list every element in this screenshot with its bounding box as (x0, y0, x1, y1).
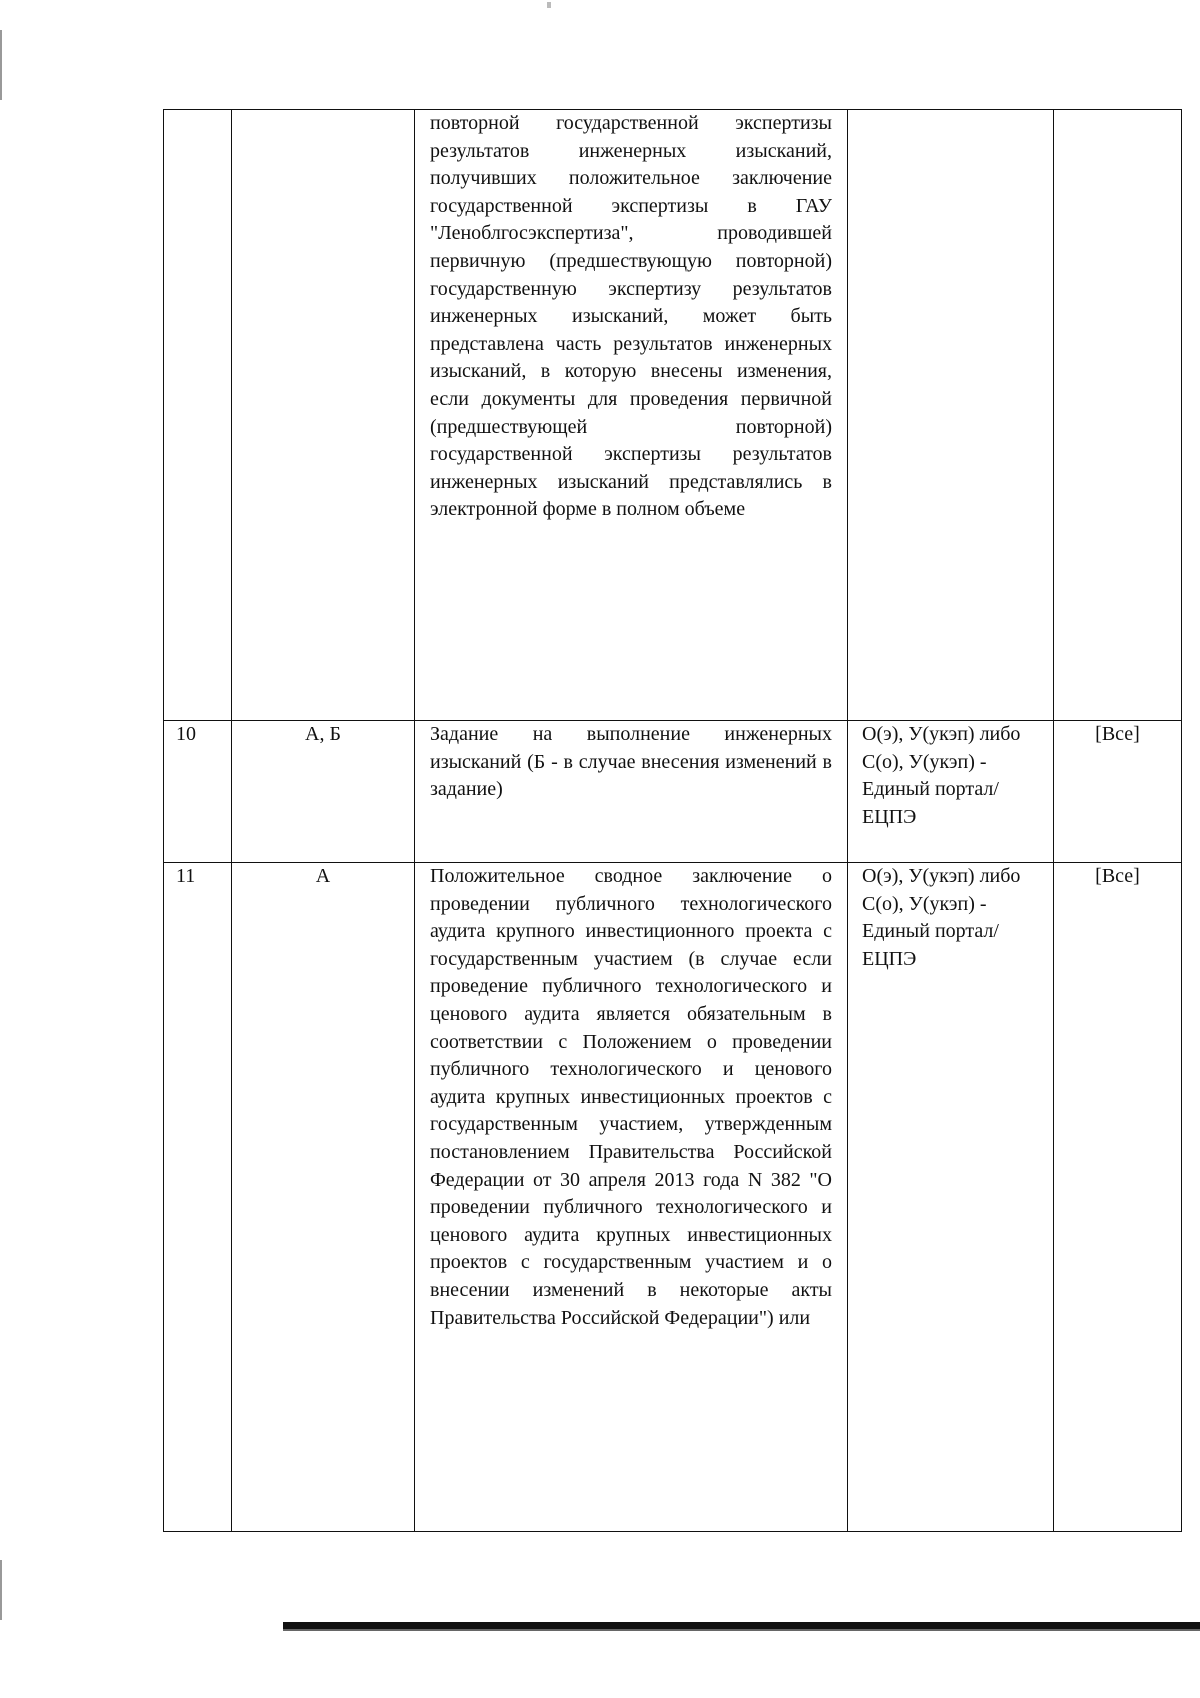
scan-edge-mark (0, 1560, 2, 1620)
row-document: Положительное сводное заключение о проведении публичного технологического аудита крупного инвестиционного проекта с государственным участием (в случае если проведение публичного технологического и ценового аудита является обязательным в соответствии с Положением о проведении публичного технологического и ценового аудита крупных инвестиционных проектов с государственным участием, утвержденным постановлением Правительства Российской Федерации от 30 апреля 2013 года N 382 "О проведении публичного технологического и ценового аудита крупных инвестиционных проектов с государственным участием и о внесении изменений в некоторые акты Правительства Российской Федерации") или (415, 863, 848, 1532)
row-version (1054, 110, 1182, 721)
row-category: А (232, 863, 415, 1532)
row-format (848, 110, 1054, 721)
row-number (164, 110, 232, 721)
scan-edge-mark (0, 30, 2, 100)
scan-bottom-edge-shadow (283, 1629, 1200, 1631)
row-number: 11 (164, 863, 232, 1532)
table-row (164, 110, 1182, 721)
row-document: повторной государственной экспертизы результатов инженерных изысканий, получивших положительное заключение государственной экспертизы в ГАУ "Леноблгосэкспертиза", проводившей первичную (предшествующую повторной) государственную экспертизу результатов инженерных изысканий, может быть представлена часть результатов инженерных изысканий, в которую внесены изменения, если документы для проведения первичной (предшествующей повторной) государственной экспертизы результатов инженерных изысканий представлялись в электронной форме в полном объеме (415, 110, 848, 721)
row-version: [Все] (1054, 863, 1182, 1532)
row-version: [Все] (1054, 721, 1182, 863)
row-number: 10 (164, 721, 232, 863)
documents-table (163, 109, 1182, 1532)
table-row (164, 721, 1182, 863)
row-document: Задание на выполнение инженерных изысканий (Б - в случае внесения изменений в задание) (415, 721, 848, 863)
scan-bottom-edge (283, 1622, 1200, 1629)
row-format: О(э), У(укэп) либо С(о), У(укэп) - Единый портал/ЕЦПЭ (848, 721, 1054, 863)
row-category: А, Б (232, 721, 415, 863)
table-row (164, 863, 1182, 1532)
scan-mark (547, 2, 551, 8)
row-category (232, 110, 415, 721)
row-format: О(э), У(укэп) либо С(о), У(укэп) - Единый портал/ЕЦПЭ (848, 863, 1054, 1532)
